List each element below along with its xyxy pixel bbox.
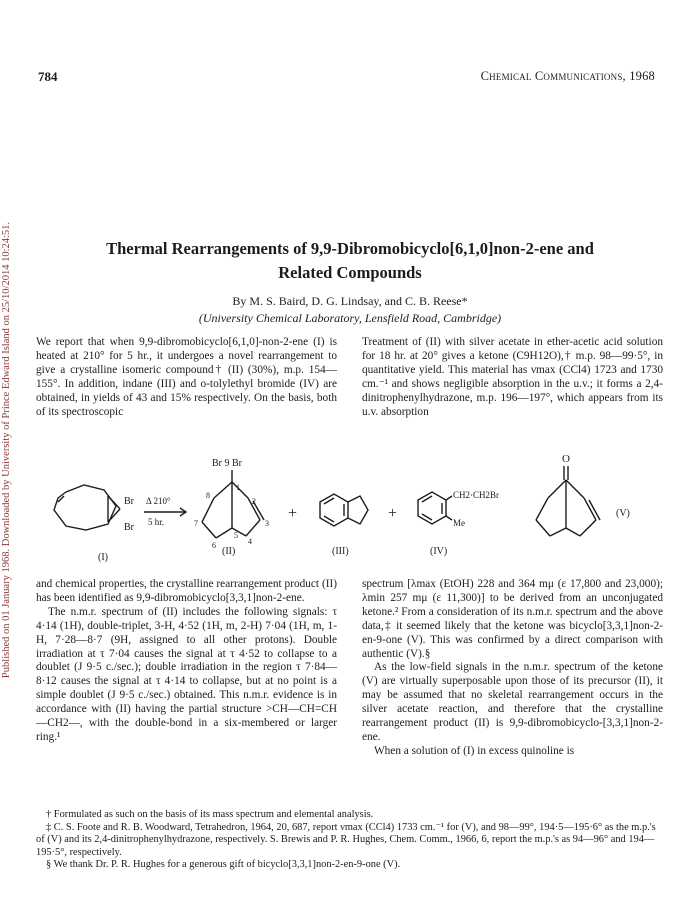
compound-label-IV: (IV) [430,546,448,557]
atom-number: 5 [234,531,238,540]
compound-label-III: (III) [332,546,349,557]
atom-number: 3 [265,519,269,528]
ethyl-bromide-substituent: CH2·CH2Br [453,490,500,500]
paragraph: As the low-field signals in the n.m.r. spectrum of the ketone (V) are virtually superposable upon those of its precursor (II), it may be assumed that no skeletal rearrangement occurs in the silver acetate reaction, and therefore that the crystalline rearrangement product (II) is 9,9-dibromobicyclo-[3,3,1]non-2-ene. [362,661,663,743]
compound-label-I: (I) [98,552,108,563]
paragraph: Treatment of (II) with silver acetate in ether-acetic acid solution for 18 hr. at 20° gives a ketone (C9H12O),† m.p. 98—99·5°, in quantitative yield. This material has νmax (CCl4) 1723 and 1730 cm.⁻¹ and shows negligible absorption in the u.v.; it forms a 2,4-dinitrophenylhydrazone, m.p. 196—197°, which appears from its u.v. absorption [362,336,663,418]
title-line-2: Related Compounds [278,263,422,282]
atom-number: 7 [194,519,198,528]
paragraph: and chemical properties, the crystalline rearrangement product (II) has been identified as 9,9-dibromobicyclo[3,3,1]non-2-ene. [36,578,337,604]
structure-IV [418,490,499,557]
column-1-top [36,336,337,419]
conditions-temperature: Δ 210° [146,496,171,506]
atom-number: 4 [248,537,252,546]
plus-sign: + [288,505,298,522]
br-label: Br [124,496,134,507]
authors: By M. S. Baird, D. G. Lindsay, and C. B. Reese* [232,294,468,308]
structure-III [320,494,368,557]
paragraph: The n.m.r. spectrum of (II) includes the following signals: τ 4·14 (1H), double-triplet, 3-H, 4·52 (1H, m, 2-H) 7·04 (1H, m, 1-H, 7·28—8·7 (9H, assigned to all other protons). Double irradiation at τ 7·04 causes the signal at τ 4·52 to collapse to a doublet (J 9·5 c./sec.); double irradiation in the region τ 7·84—8·12 causes the signal at τ 4·14 to collapse, but at no point is a simple doublet (J 9·5 c./sec.) obtained. This n.m.r. evidence is in accordance with (II) having the partial structure >CH—CH=CH—CH2—, with the double-bond in a six-membered or larger ring.¹ [36,605,337,743]
plus-sign: + [388,505,398,522]
footnote: § We thank Dr. P. R. Hughes for a generous gift of bicyclo[3,3,1]non-2-en-9-one (V). [46,859,401,870]
column-2-bottom [362,578,663,759]
atom-number: 1 [236,483,240,492]
conditions-time: 5 hr. [148,517,165,527]
atom-number: 2 [252,497,256,506]
paragraph: When a solution of (I) in excess quinoline is [374,744,575,757]
reaction-arrow [144,496,186,527]
footnotes [36,809,663,872]
column-1-bottom [36,578,337,745]
atom-number: 8 [206,491,210,500]
atom-number: 6 [212,541,216,550]
paragraph: We report that when 9,9-dibromobicyclo[6,1,0]-non-2-ene (I) is heated at 210° for 5 hr., it undergoes a novel rearrangement to give a crystalline isomeric compound† (II) (30%), m.p. 154—155°. In addition, indane (III) and o-tolylethyl bromide (IV) are obtained, in yields of 43 and 15% respectively. On the basis, both of its spectroscopic [36,336,337,418]
paragraph: spectrum [λmax (EtOH) 228 and 364 mμ (ε 17,800 and 23,000); λmin 257 mμ (ε 11,300)] to be derived from an unconjugated ketone.² From a consideration of its n.m.r. spectrum and the above data,‡ it seemed likely that the ketone was bicyclo[3,3,1]non-2-en-9-one (V). This was confirmed by a direct comparison with authentic (V).§ [362,578,663,660]
title-line-1: Thermal Rearrangements of 9,9-Dibromobicyclo[6,1,0]non-2-ene and [106,239,594,258]
structure-I [54,485,135,563]
compound-label-V: (V) [616,508,630,519]
download-sidebar: Published on 01 January 1968. Downloaded by University of Prince Edward Island on 25/10/2014 10:24:51. [1,221,12,679]
structure-V [536,453,630,536]
footnote: † Formulated as such on the basis of its mass spectrum and elemental analysis. [46,809,374,820]
structure-II [194,458,269,557]
dibromo-label: Br 9 Br [212,458,242,469]
page-number: 784 [38,69,58,84]
affiliation: (University Chemical Laboratory, Lensfield Road, Cambridge) [198,311,502,325]
article-title [40,237,660,285]
br-label: Br [124,522,134,533]
methyl-substituent: Me [453,518,465,528]
column-2-top [362,336,663,419]
compound-label-II: (II) [222,546,236,557]
ketone-oxygen: O [562,453,570,465]
footnote: ‡ C. S. Foote and R. B. Woodward, Tetrahedron, 1964, 20, 687, report νmax (CCl4) 1733 cm.⁻¹ for (V), and 98—99°, 194·5—195·6° as the m.p.'s of (V) and its 2,4-dinitrophenylhydrazone, respectively. S. Brewis and P. R. Hughes, Chem. Comm., 1966, 6, report the m.p.'s as 94—96° and 194—195·5°, respectively. [36,821,656,858]
reaction-scheme [36,440,656,572]
journal-name: Chemical Communications, 1968 [480,69,655,83]
